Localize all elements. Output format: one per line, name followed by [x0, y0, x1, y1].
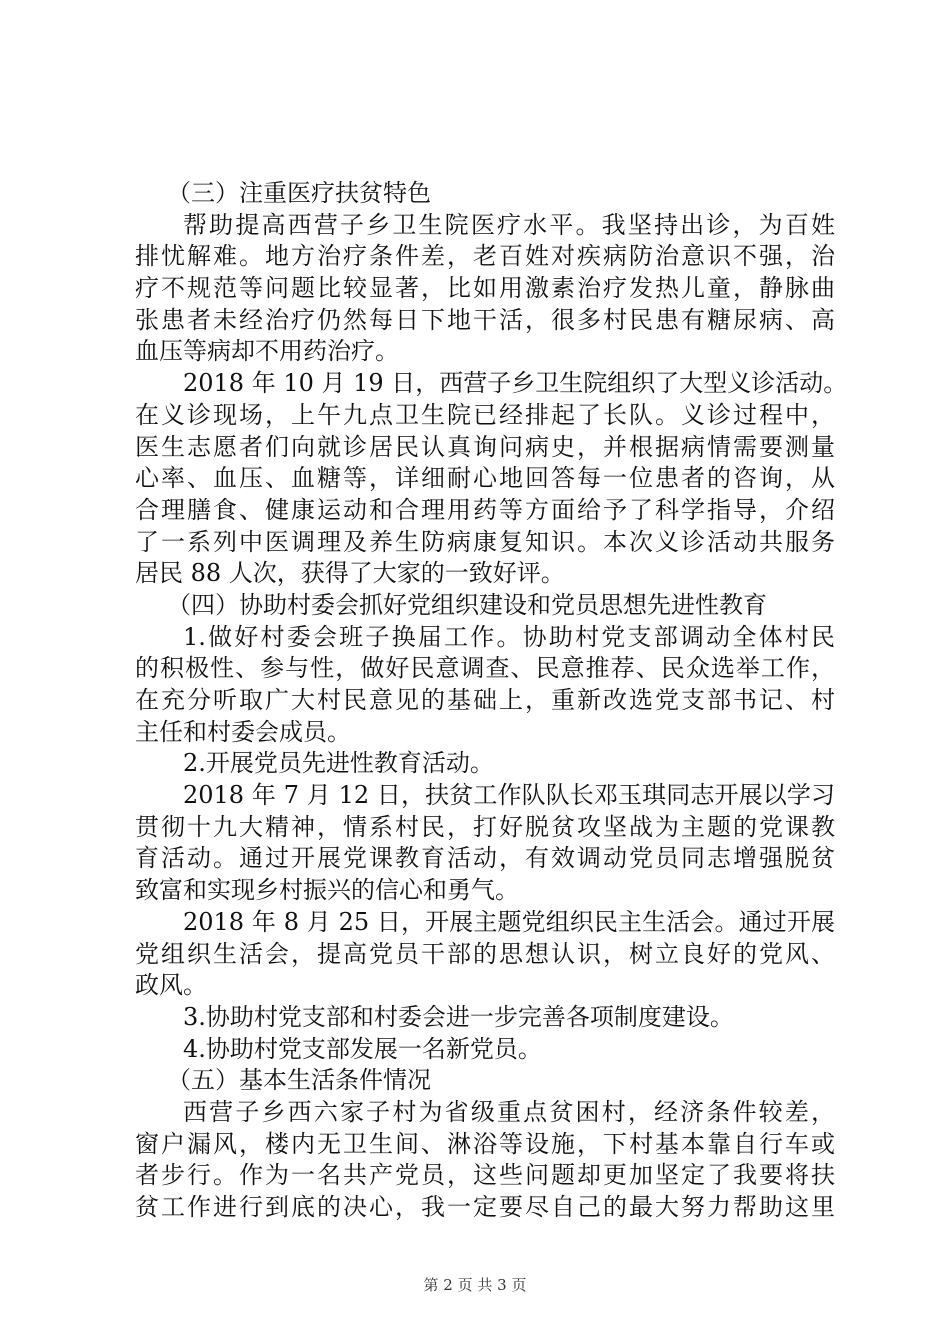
- paragraph-line: 窗户漏风，楼内无卫生间、淋浴等设施，下村基本靠自行车或: [135, 1129, 835, 1158]
- paragraph-line: 党组织生活会，提高党员干部的思想认识，树立良好的党风、: [135, 939, 835, 968]
- paragraph-first-line: 帮助提高西营子乡卫生院医疗水平。我坚持出诊，为百姓: [183, 210, 835, 239]
- paragraph-first-line: 1.做好村委会班子换届工作。协助村党支部调动全体村民: [183, 622, 835, 651]
- paragraph-last-line: 政风。: [135, 971, 207, 1000]
- paragraph-line: 心率、血压、血糖等，详细耐心地回答每一位患者的咨询，从: [135, 464, 835, 493]
- page-footer: 第 2 页 共 3 页: [423, 1276, 527, 1294]
- paragraph-line: 疗不规范等问题比较显著，比如用激素治疗发热儿童，静脉曲: [135, 274, 835, 303]
- paragraph-line: 贯彻十九大精神，情系村民，打好脱贫攻坚战为主题的党课教: [135, 812, 835, 841]
- section-heading: （四）协助村委会抓好党组织建设和党员思想先进性教育: [167, 590, 767, 619]
- paragraph-single-line: 4.协助村党支部发展一名新党员。: [183, 1034, 542, 1063]
- paragraph-last-line: 主任和村委会成员。: [135, 717, 351, 746]
- paragraph-line: 在充分听取广大村民意见的基础上，重新改选党支部书记、村: [135, 686, 835, 714]
- paragraph-line: 合理膳食、健康运动和合理用药等方面给予了科学指导，介绍: [135, 495, 835, 524]
- paragraph-first-line: 西营子乡西六家子村为省级重点贫困村，经济条件较差，: [183, 1097, 835, 1126]
- paragraph-single-line: 2.开展党员先进性教育活动。: [183, 749, 494, 778]
- paragraph-last-line: 血压等病却不用药治疗。: [135, 337, 399, 366]
- section-heading: （五）基本生活条件情况: [167, 1066, 431, 1095]
- paragraph-line: 了一系列中医调理及养生防病康复知识。本次义诊活动共服务: [135, 527, 835, 556]
- paragraph-line: 排忧解难。地方治疗条件差，老百姓对疾病防治意识不强，治: [135, 242, 835, 271]
- paragraph-line: 者步行。作为一名共产党员，这些问题却更加坚定了我要将扶: [135, 1161, 835, 1190]
- paragraph-line: 贫工作进行到底的决心，我一定要尽自己的最大努力帮助这里: [135, 1193, 835, 1221]
- paragraph-single-line: 3.协助村党支部和村委会进一步完善各项制度建设。: [183, 1002, 734, 1031]
- paragraph-line: 的积极性、参与性，做好民意调查、民意推荐、民众选举工作，: [135, 654, 835, 683]
- paragraph-last-line: 致富和实现乡村振兴的信心和勇气。: [135, 876, 519, 905]
- paragraph-last-line: 居民 88 人次，获得了大家的一致好评。: [135, 559, 565, 588]
- paragraph-first-line: 2018 年 10 月 19 日，西营子乡卫生院组织了大型义诊活动。: [183, 369, 848, 398]
- section-heading: （三）注重医疗扶贫特色: [167, 179, 431, 207]
- paragraph-first-line: 2018 年 7 月 12 日，扶贫工作队队长邓玉琪同志开展以学习: [183, 781, 835, 810]
- paragraph-line: 在义诊现场，上午九点卫生院已经排起了长队。义诊过程中，: [135, 400, 835, 429]
- paragraph-line: 张患者未经治疗仍然每日下地干活，很多村民患有糖尿病、高: [135, 305, 835, 334]
- paragraph-line: 育活动。通过开展党课教育活动，有效调动党员同志增强脱贫: [135, 844, 835, 873]
- paragraph-first-line: 2018 年 8 月 25 日，开展主题党组织民主生活会。通过开展: [183, 907, 835, 936]
- paragraph-line: 医生志愿者们向就诊居民认真询问病史，并根据病情需要测量: [135, 432, 835, 461]
- document-body: [135, 178, 848, 1224]
